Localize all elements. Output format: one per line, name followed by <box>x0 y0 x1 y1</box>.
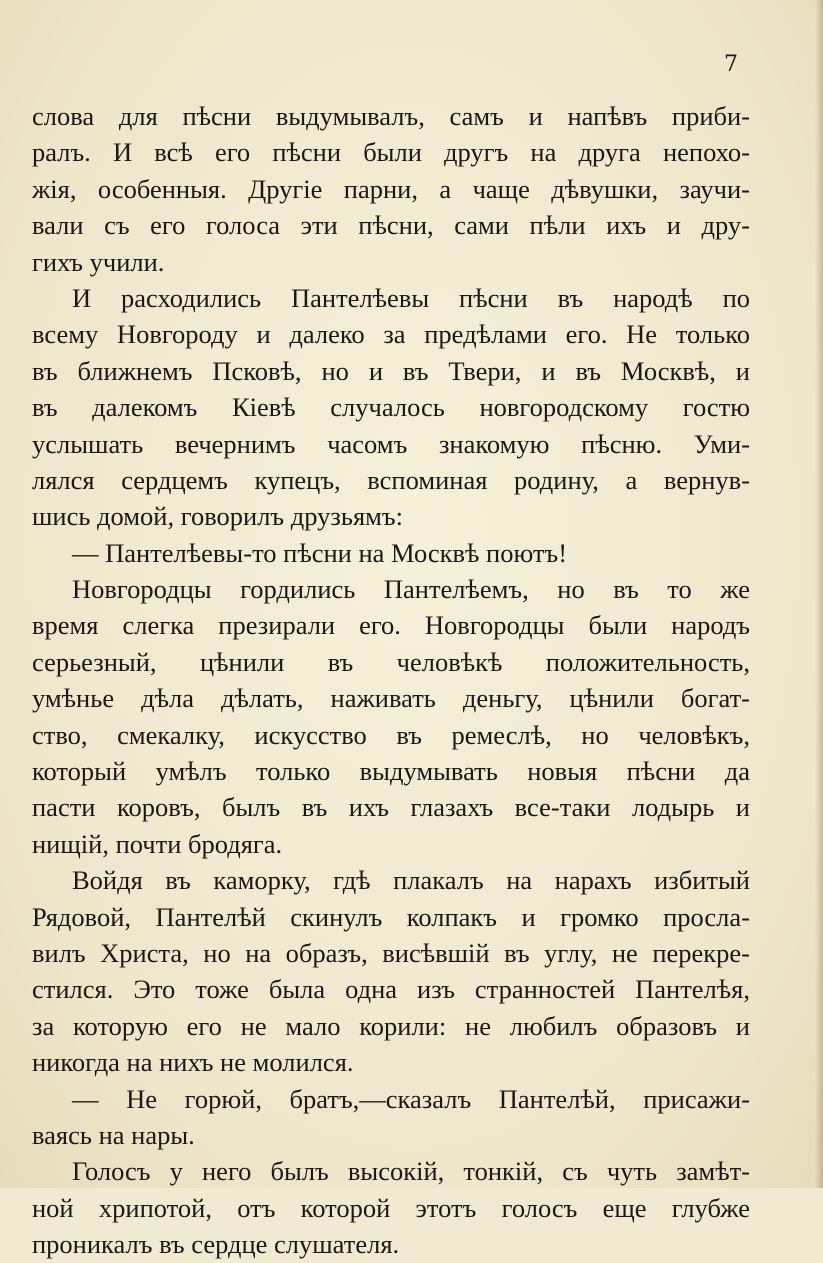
text-line: услышать вечернимъ часомъ знакомую пѣсню. Уми- <box>32 428 750 459</box>
text-line: ралъ. И всѣ его пѣсни были другъ на друга непохо- <box>32 137 750 168</box>
text-line: вали съ его голоса эти пѣсни, сами пѣли ихъ и дру- <box>32 210 750 241</box>
text-line: всему Новгороду и далеко за предѣлами его. Не только <box>32 319 750 350</box>
text-line: пасти коровъ, былъ въ ихъ глазахъ все-таки лодырь и <box>32 792 750 823</box>
text-line: ваясь на нары. <box>32 1119 195 1150</box>
text-line: стился. Это тоже была одна изъ странностей Пантелѣя, <box>32 974 750 1005</box>
text-line: ство, смекалку, искусство въ ремеслѣ, но человѣкъ, <box>32 719 750 750</box>
text-line: — Не горюй, братъ,—сказалъ Пантелѣй, присажи- <box>72 1083 750 1114</box>
body-text <box>32 98 750 1263</box>
text-line: Рядовой, Пантелѣй скинулъ колпакъ и громко просла- <box>32 901 750 932</box>
text-line: ной хрипотой, отъ которой этотъ голосъ еще глубже <box>32 1192 750 1223</box>
text-line: за которую его не мало корили: не любилъ образовъ и <box>32 1010 750 1041</box>
text-line: гихъ учили. <box>32 246 165 277</box>
text-line: Голосъ у него былъ высокій, тонкій, съ чуть замѣт- <box>72 1156 750 1187</box>
text-line: никогда на нихъ не молился. <box>32 1047 354 1078</box>
text-line: шись домой, говорилъ друзьямъ: <box>32 501 403 532</box>
text-line: серьезный, цѣнили въ человѣкѣ положительность, <box>32 646 750 677</box>
text-line: вилъ Христа, но на образъ, висѣвшій въ углу, не перекре- <box>32 937 750 968</box>
text-line: — Пантелѣевы-то пѣсни на Москвѣ поютъ! <box>72 537 568 568</box>
text-line: Войдя въ каморку, гдѣ плакалъ на нарахъ избитый <box>72 865 750 896</box>
text-line: слова для пѣсни выдумывалъ, самъ и напѣвъ приби- <box>32 101 750 131</box>
page-number: 7 <box>724 52 738 77</box>
text-line: нищій, почти бродяга. <box>32 828 283 859</box>
text-line: И расходились Пантелѣевы пѣсни въ народѣ по <box>72 282 750 313</box>
text-line: лялся сердцемъ купецъ, вспоминая родину, а вернув- <box>32 464 750 495</box>
text-line: Новгородцы гордились Пантелѣемъ, но въ то же <box>72 574 750 605</box>
text-line: умѣнье дѣла дѣлать, наживать деньгу, цѣнили богат- <box>32 683 750 714</box>
text-line: въ далекомъ Кіевѣ случалось новгородскому гостю <box>32 392 750 423</box>
text-line: проникалъ въ сердце слушателя. <box>32 1229 400 1260</box>
text-line: который умѣлъ только выдумывать новыя пѣсни да <box>32 756 750 787</box>
text-line: въ ближнемъ Псковѣ, но и въ Твери, и въ Москвѣ, и <box>32 355 750 386</box>
text-line: время слегка презирали его. Новгородцы были народъ <box>32 610 750 641</box>
page-edge-shadow <box>815 0 823 1188</box>
text-line: жія, особенныя. Другіе парни, а чаще дѣвушки, заучи- <box>32 173 750 204</box>
